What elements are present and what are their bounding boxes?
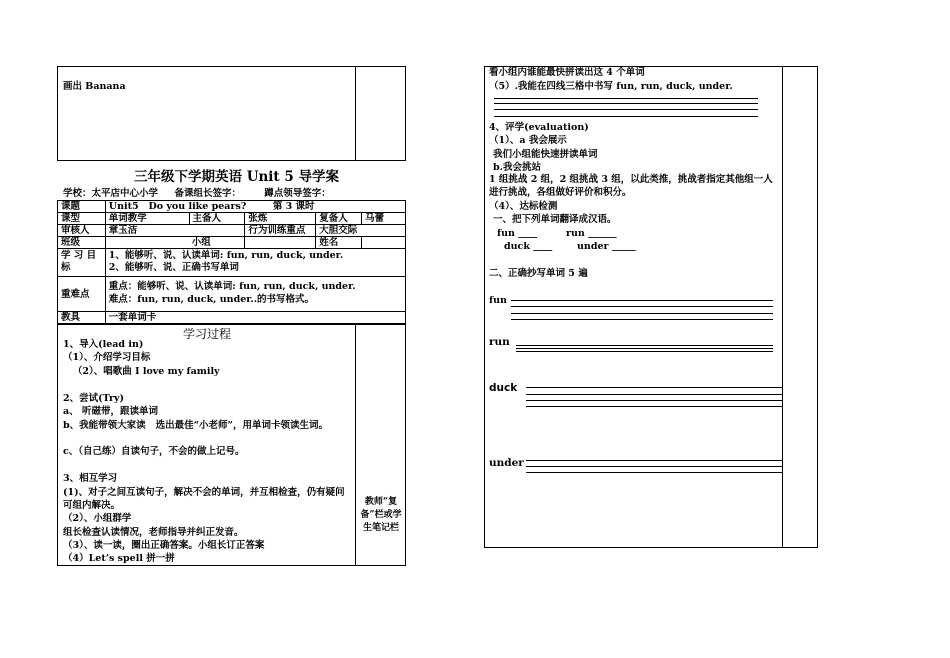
process-line: （1）、介绍学习目标 bbox=[63, 352, 151, 363]
copy-word-under: under bbox=[489, 457, 524, 469]
right-line: 1 组挑战 2 组，2 组挑战 3 组，以此类推，挑战者指定其他组一人进行挑战，各组做好评价和积分。 bbox=[489, 174, 773, 198]
right-line: （5）.我能在四线三格中书写 fun, run, duck, under. bbox=[489, 81, 733, 92]
process-line: (1)、对子之间互读句子，解决不会的单词，并互相检查，仍有疑问可组内解决。 bbox=[63, 487, 345, 511]
process-line: 2、尝试(Try) bbox=[63, 393, 125, 404]
copy-word-run: run bbox=[489, 336, 510, 348]
right-line: 4、评学(evaluation) bbox=[489, 122, 589, 133]
writing-line bbox=[494, 116, 758, 117]
process-line: （2）、小组群学 bbox=[63, 513, 132, 524]
blank-cell bbox=[362, 237, 406, 249]
table-row bbox=[58, 201, 406, 213]
tool-label: 教具 bbox=[58, 312, 106, 324]
goal-1: 1、能够听、说、认读单词: fun, run, duck, under. bbox=[108, 250, 344, 261]
school-meta: 学校：太平店中心小学 备课组长签字： 蹲点领导签字： bbox=[63, 188, 331, 199]
table-row bbox=[58, 277, 406, 312]
topic-value: Unit5 Do you like pears? 第 3 课时 bbox=[105, 201, 405, 213]
process-line: （2）、唱歌曲 I love my family bbox=[63, 366, 220, 377]
writing-line bbox=[516, 348, 773, 349]
topic-label: 课题 bbox=[58, 201, 106, 213]
writing-line bbox=[526, 460, 782, 461]
process-line: （3）、读一读，圈出正确答案。小组长订正答案 bbox=[63, 540, 265, 551]
side-note: 教师“复备”栏或学生笔记栏 bbox=[360, 497, 402, 533]
writing-line bbox=[494, 109, 758, 110]
table-row bbox=[58, 312, 406, 324]
writing-line bbox=[511, 306, 773, 307]
process-line: 3、相互学习 bbox=[63, 473, 118, 484]
name-label: 姓名 bbox=[316, 237, 362, 249]
right-line: （4）、达标检测 bbox=[489, 201, 558, 212]
writing-line bbox=[526, 406, 782, 407]
process-line: 组长检查认读情况，老师指导并纠正发音。 bbox=[63, 527, 244, 538]
right-line: （1）、a 我会展示 bbox=[489, 135, 567, 146]
goal-cell bbox=[105, 249, 405, 277]
focus-value: 大胆交际 bbox=[316, 225, 406, 237]
right-line: 我们小组能快速拼读单词 bbox=[493, 149, 598, 160]
table-row bbox=[58, 225, 406, 237]
process-divider bbox=[355, 324, 356, 566]
co-label: 复备人 bbox=[316, 213, 362, 225]
type-value: 单词教学 bbox=[105, 213, 189, 225]
table-row bbox=[58, 237, 406, 249]
page-title: 三年级下学期英语 Unit 5 导学案 bbox=[134, 169, 339, 185]
writing-line bbox=[516, 345, 773, 346]
writing-line bbox=[511, 300, 773, 301]
prep-label: 主备人 bbox=[189, 213, 245, 225]
table-row bbox=[58, 249, 406, 277]
blank-cell bbox=[245, 237, 316, 249]
quiz-fun: fun ____ bbox=[497, 228, 538, 239]
writing-line bbox=[511, 313, 773, 314]
goal-label: 学 习 目 标 bbox=[58, 249, 106, 277]
right-page-divider bbox=[782, 66, 783, 548]
class-label: 班级 bbox=[58, 237, 106, 249]
drawing-box-text: 画出 Banana bbox=[63, 81, 126, 92]
right-line: 看小组内谁能最快拼读出这 4 个单词 bbox=[489, 67, 645, 78]
key-label: 重难点 bbox=[58, 277, 106, 312]
right-line: b.我会挑站 bbox=[493, 162, 541, 173]
key-cell bbox=[105, 277, 405, 312]
quiz-duck: duck ____ bbox=[504, 241, 553, 252]
tool-value: 一套单词卡 bbox=[105, 312, 405, 324]
co-value: 马蕾 bbox=[362, 213, 406, 225]
type-label: 课型 bbox=[58, 213, 106, 225]
drawing-box-divider bbox=[355, 66, 356, 161]
writing-line bbox=[511, 319, 773, 320]
table-row bbox=[58, 213, 406, 225]
writing-line bbox=[526, 466, 782, 467]
process-line: a、 听磁带，跟读单词 bbox=[63, 406, 158, 417]
process-line: c、（自己练）自读句子，不会的做上记号。 bbox=[63, 446, 245, 457]
info-table bbox=[57, 200, 406, 324]
quiz-run: run ______ bbox=[566, 228, 617, 239]
process-line: 1、导入(lead in) bbox=[63, 339, 144, 350]
process-title: 学习过程 bbox=[183, 327, 232, 341]
key-1: 重点：能够听、说、认读单词: fun, run, duck, under. bbox=[108, 281, 356, 292]
writing-line bbox=[526, 400, 782, 401]
writing-line bbox=[516, 351, 773, 352]
process-line: b、我能带领大家读 选出最佳“小老师”，用单词卡领读生词。 bbox=[63, 420, 328, 431]
group-label: 小组 bbox=[105, 237, 245, 249]
writing-line bbox=[526, 394, 782, 395]
right-line: 一、把下列单词翻译成汉语。 bbox=[493, 214, 617, 225]
reviewer-label: 审核人 bbox=[58, 225, 106, 237]
reviewer-value: 章玉洁 bbox=[105, 225, 245, 237]
writing-line bbox=[494, 98, 758, 99]
copy-word-fun: fun bbox=[489, 295, 507, 306]
right-line: 二、正确抄写单词 5 遍 bbox=[489, 268, 588, 279]
focus-label: 行为训练重点 bbox=[245, 225, 316, 237]
copy-word-duck: duck bbox=[489, 382, 518, 394]
prep-value: 张炼 bbox=[245, 213, 316, 225]
quiz-under: under _____ bbox=[577, 241, 636, 252]
goal-2: 2、能够听、说、正确书写单词 bbox=[108, 262, 239, 273]
process-line: （4）Let’s spell 拼一拼 bbox=[63, 553, 175, 564]
key-2: 难点：fun, run, duck, under..的书写格式。 bbox=[108, 294, 315, 305]
writing-line bbox=[526, 472, 782, 473]
writing-line bbox=[526, 387, 782, 388]
writing-line bbox=[494, 103, 758, 104]
